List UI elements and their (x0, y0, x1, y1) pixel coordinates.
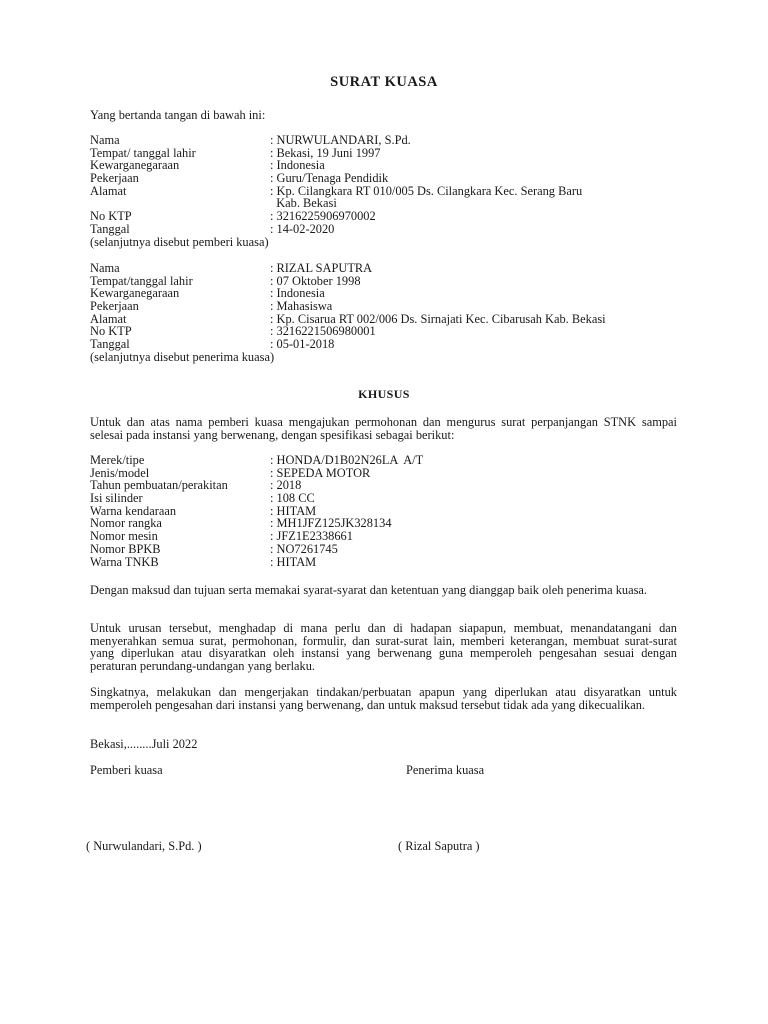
field-label: Merek/tipe (90, 453, 145, 467)
field-value: : 14-02-2020 (270, 221, 335, 236)
field-value: : Mahasiswa (270, 299, 333, 314)
field-value: : 05-01-2018 (270, 337, 335, 352)
penerima-row-ktp (90, 325, 690, 338)
intro-text: Yang bertanda tangan di bawah ini: (90, 108, 266, 122)
field-label: Isi silinder (90, 491, 143, 506)
field-label: No KTP (90, 209, 132, 224)
document-title: SURAT KUASA (330, 74, 438, 90)
paragraph-singkatnya: Singkatnya, melakukan dan mengerjakan tindakan/perbuatan apapun yang diperlukan atau disyaratkan untuk memperoleh pengesahan dari instansi yang berwenang, dan untuk maksud tersebut tidak ada yang dikecualikan. (90, 685, 677, 712)
field-value: : HONDA/D1B02N26LA A/T (270, 453, 424, 467)
vehicle-row-bpkb (90, 543, 690, 556)
pemberi-row-ktp (90, 210, 690, 223)
vehicle-row-rangka (90, 517, 690, 530)
field-value: : MH1JFZ125JK328134 (270, 516, 392, 531)
field-label: Alamat (90, 311, 127, 326)
penerima-note (90, 351, 690, 364)
vehicle-row-tahun (90, 479, 690, 492)
paragraph-maksud: Dengan maksud dan tujuan serta memakai syarat-syarat dan ketentuan yang dianggap baik oleh penerima kuasa. (90, 583, 648, 597)
pemberi-note (90, 236, 690, 249)
pemberi-row-pekerjaan (90, 172, 690, 185)
field-label: Kewarganegaraan (90, 158, 180, 173)
pemberi-row-tanggal (90, 223, 690, 236)
field-label: Nomor BPKB (90, 541, 161, 556)
field-label: Tanggal (90, 337, 130, 352)
khusus-heading: KHUSUS (358, 387, 410, 401)
field-label: Tanggal (90, 221, 130, 236)
field-value: : Guru/Tenaga Pendidik (270, 171, 389, 186)
paragraph-urusan: Untuk urusan tersebut, menghadap di mana perlu dan di hadapan siapapun, membuat, menandatangani dan menyerahkan semua surat, permohonan, formulir, dan surat-surat lain, memberi keterangan, membuat surat-surat yang diperlukan atau disyaratkan oleh instansi yang berwenang guna memperoleh pengesahan sesuai dengan peraturan perundang-undangan yang berlaku. (90, 621, 677, 674)
penerima-row-nama (90, 262, 690, 275)
pemberi-kuasa-name: ( Nurwulandari, S.Pd. ) (86, 839, 202, 853)
penerima-row-kewarganegaraan (90, 287, 690, 300)
field-value: : HITAM (270, 503, 317, 518)
pemberi-kuasa-label: Pemberi kuasa (90, 763, 163, 777)
field-label: Pekerjaan (90, 171, 139, 186)
penerima-kuasa-table (90, 262, 690, 364)
vehicle-row-merek (90, 454, 690, 467)
field-label: Nama (90, 261, 120, 275)
field-value: : JFZ1E2338661 (270, 529, 353, 544)
place-date: Bekasi,........Juli 2022 (90, 737, 198, 751)
penerima-row-pekerjaan (90, 300, 690, 313)
field-value: : Bekasi, 19 Juni 1997 (270, 145, 381, 160)
field-label: Tempat/ tanggal lahir (90, 145, 196, 160)
pemberi-row-nama (90, 134, 690, 147)
penerima-kuasa-label: Penerima kuasa (406, 763, 485, 777)
field-value: : 2018 (270, 478, 302, 493)
penerima-kuasa-name: ( Rizal Saputra ) (398, 839, 480, 853)
field-value: : HITAM (270, 554, 317, 569)
vehicle-row-tnkb (90, 556, 690, 569)
pemberi-note-text: (selanjutnya disebut pemberi kuasa) (90, 234, 269, 249)
field-label: Tahun pembuatan/perakitan (90, 478, 228, 493)
field-label: Nomor rangka (90, 516, 162, 531)
field-value: : Indonesia (270, 158, 325, 173)
vehicle-row-silinder (90, 492, 690, 505)
vehicle-spec-table (90, 454, 690, 568)
field-label: Warna kendaraan (90, 503, 177, 518)
field-value: : NURWULANDARI, S.Pd. (270, 133, 411, 147)
field-label: No KTP (90, 324, 132, 339)
pemberi-row-kewarganegaraan (90, 159, 690, 172)
vehicle-row-mesin (90, 530, 690, 543)
field-label: Alamat (90, 183, 127, 198)
field-value: : Kp. Cilangkara RT 010/005 Ds. Cilangkara Kec. Serang Baru Kab. Bekasi (270, 183, 583, 211)
field-label: Jenis/model (90, 465, 150, 480)
field-value: : RIZAL SAPUTRA (270, 261, 373, 275)
field-label: Nama (90, 133, 120, 147)
pemberi-row-ttl (90, 147, 690, 160)
field-value: : Indonesia (270, 286, 325, 301)
field-value: : 07 Oktober 1998 (270, 273, 361, 288)
field-label: Tempat/tanggal lahir (90, 273, 193, 288)
penerima-row-tanggal (90, 338, 690, 351)
penerima-note-text: (selanjutnya disebut penerima kuasa) (90, 349, 275, 364)
field-value: : 3216225906970002 (270, 209, 376, 224)
penerima-row-ttl (90, 275, 690, 288)
pemberi-kuasa-table (90, 134, 690, 248)
field-label: Warna TNKB (90, 554, 159, 569)
purpose-paragraph: Untuk dan atas nama pemberi kuasa mengajukan permohonan dan mengurus surat perpanjangan STNK sampai selesai pada instansi yang berwenang, dengan spesifikasi sebagai berikut: (90, 415, 677, 442)
field-value: : 3216221506980001 (270, 324, 376, 339)
penerima-row-alamat (90, 313, 690, 326)
field-value: : NO7261745 (270, 541, 338, 556)
field-label: Kewarganegaraan (90, 286, 180, 301)
field-label: Nomor mesin (90, 529, 158, 544)
field-value: : Kp. Cisarua RT 002/006 Ds. Sirnajati Kec. Cibarusah Kab. Bekasi (270, 311, 606, 326)
pemberi-row-alamat (90, 185, 690, 210)
field-value: : 108 CC (270, 491, 315, 506)
field-value: : SEPEDA MOTOR (270, 465, 371, 480)
field-label: Pekerjaan (90, 299, 139, 314)
